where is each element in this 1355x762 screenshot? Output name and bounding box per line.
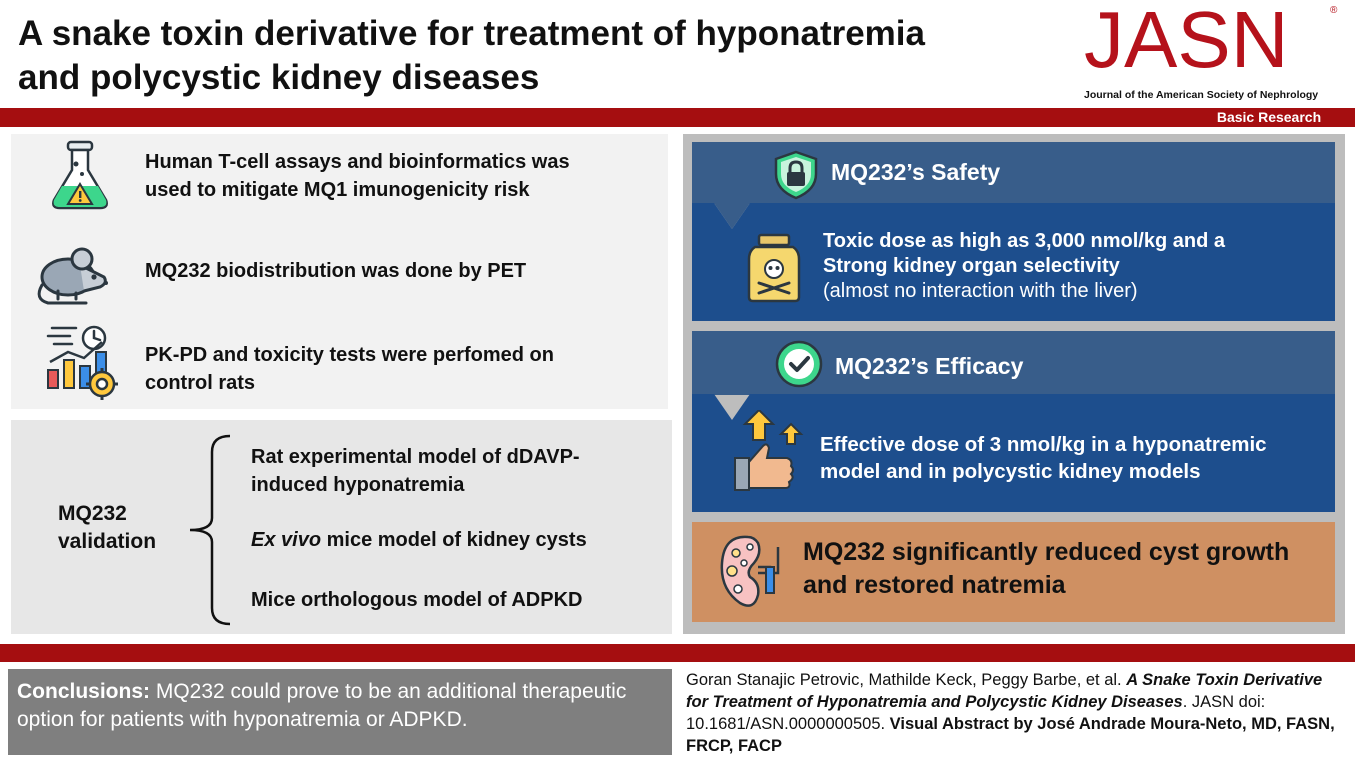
conclusion-text: Conclusions: MQ232 could prove to be an additional therapeutic option for patients with hyponatremia or ADPKD. <box>17 680 627 731</box>
title-line-1: A snake toxin derivative for treatment of hyponatremia <box>18 14 925 53</box>
curly-brace-icon <box>186 434 234 626</box>
efficacy-title: MQ232’s Efficacy <box>835 353 1024 379</box>
registered-mark: ® <box>1330 5 1338 16</box>
method-text-3: PK-PD and toxicity tests were perfomed on control rats <box>145 344 554 394</box>
validation-item-1: Rat experimental model of dDAVP- induced hyponatremia <box>251 446 580 496</box>
safety-text: Toxic dose as high as 3,000 nmol/kg and a Strong kidney organ selectivity (almost no interaction with the liver) <box>823 230 1225 302</box>
efficacy-text: Effective dose of 3 nmol/kg in a hyponatremic model and in polycystic kidney models <box>820 433 1267 483</box>
validation-label: MQ232 validation <box>58 502 157 553</box>
jasn-logo: JASN <box>1084 0 1289 84</box>
footer-divider <box>0 644 1355 662</box>
thumbs-up-arrows-icon <box>733 410 805 492</box>
kidney-cyst-icon <box>718 533 788 609</box>
title-line-2: and polycystic kidney diseases <box>18 58 540 97</box>
rat-icon <box>30 243 112 309</box>
header-divider <box>0 108 1355 127</box>
shield-lock-icon <box>772 150 820 200</box>
result-text: MQ232 significantly reduced cyst growth and restored natremia <box>803 538 1290 599</box>
method-text-1: Human T-cell assays and bioinformatics was used to mitigate MQ1 imunogenicity risk <box>145 151 570 201</box>
method-text-2: MQ232 biodistribution was done by PET <box>145 260 527 282</box>
flask-icon <box>46 140 116 212</box>
page-title <box>18 12 1058 100</box>
analytics-icon <box>42 322 124 402</box>
check-circle-icon <box>774 339 824 389</box>
journal-name: Journal of the American Society of Nephrology <box>1084 89 1319 101</box>
poison-bottle-icon <box>745 233 803 303</box>
safety-title: MQ232’s Safety <box>831 159 1001 185</box>
validation-item-2: Ex vivo mice model of kidney cysts <box>251 529 587 551</box>
citation: Goran Stanajic Petrovic, Mathilde Keck, Peggy Barbe, et al. A Snake Toxin Derivative for Treatment of Hyponatremia and Polycystic Kidney Diseases. JASN doi: 10.1681/ASN.0000000505. Visual Abstract by José Andrade Moura-Neto, MD, FASN, FRCP, FACP <box>686 671 1335 755</box>
category-badge: Basic Research <box>1208 108 1330 127</box>
validation-item-3: Mice orthologous model of ADPKD <box>251 589 583 611</box>
